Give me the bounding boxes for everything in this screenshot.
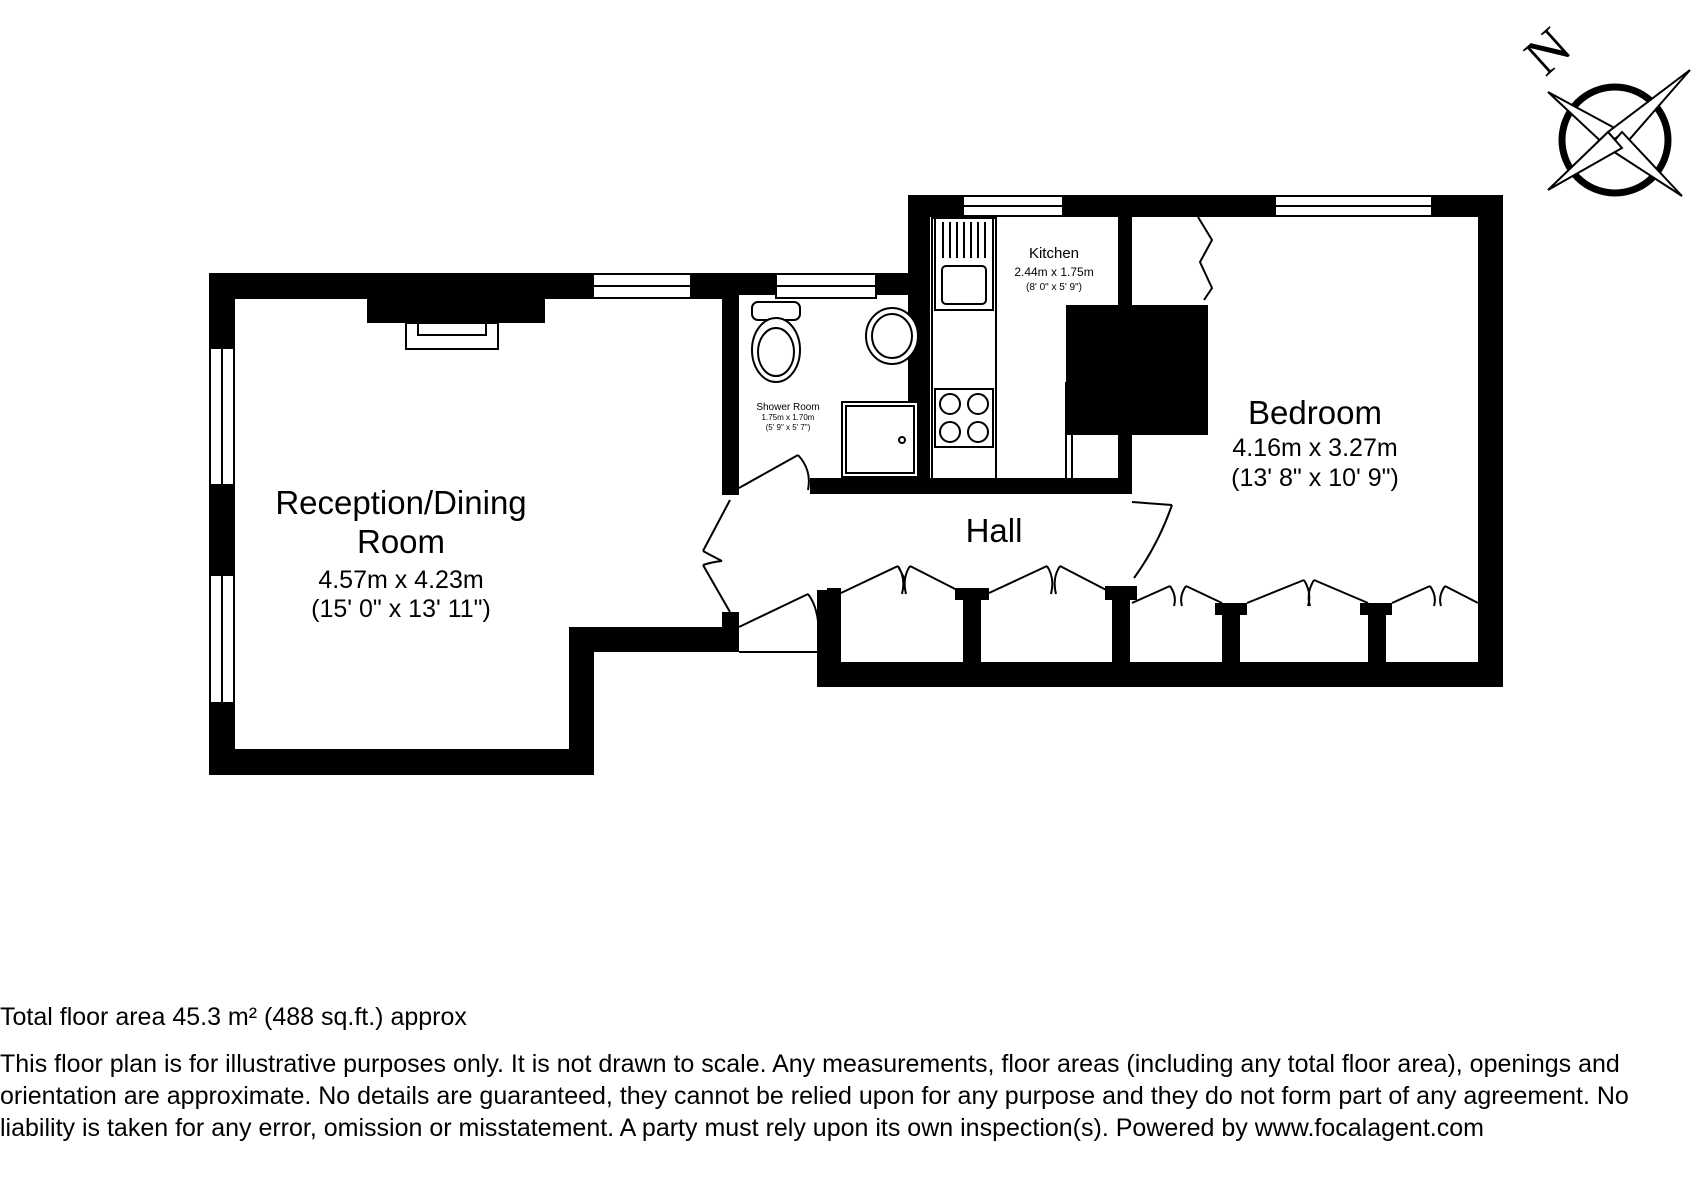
kitchen-metric: 2.44m x 1.75m [1014, 265, 1094, 279]
compass-rose-icon [1513, 16, 1690, 196]
shower-imperial: (5' 9" x 5' 7") [765, 423, 811, 432]
reception-name-line2: Room [356, 523, 446, 560]
reception-name-line1: Reception/Dining [275, 484, 527, 521]
kitchen-name: Kitchen [1028, 245, 1080, 262]
disclaimer-text: This floor plan is for illustrative purposes only. It is not drawn to scale. Any measurements, floor areas (including any total floor area), openings and orientation are approximate. No details are guaranteed, they cannot be relied upon for any purpose and they do not form part of any agreement. No liability is taken for any error, omission or misstatement. A party must rely upon its own inspection(s). Powered by www.focalagent.com [0, 1050, 1629, 1142]
total-floor-area: Total floor area 45.3 m² (488 sq.ft.) approx [0, 1003, 467, 1031]
kitchen-imperial: (8' 0" x 5' 9") [1026, 282, 1082, 293]
north-label: N [1513, 15, 1583, 87]
shower-name: Shower Room [756, 402, 820, 413]
bedroom-metric: 4.16m x 3.27m [1232, 434, 1398, 462]
bedroom-name: Bedroom [1248, 394, 1382, 431]
shower-metric: 1.75m x 1.70m [761, 413, 815, 422]
reception-imperial: (15' 0" x 13' 11") [311, 595, 491, 623]
reception-metric: 4.57m x 4.23m [318, 566, 484, 594]
hall-name: Hall [965, 512, 1023, 549]
bedroom-imperial: (13' 8" x 10' 9") [1231, 464, 1399, 492]
